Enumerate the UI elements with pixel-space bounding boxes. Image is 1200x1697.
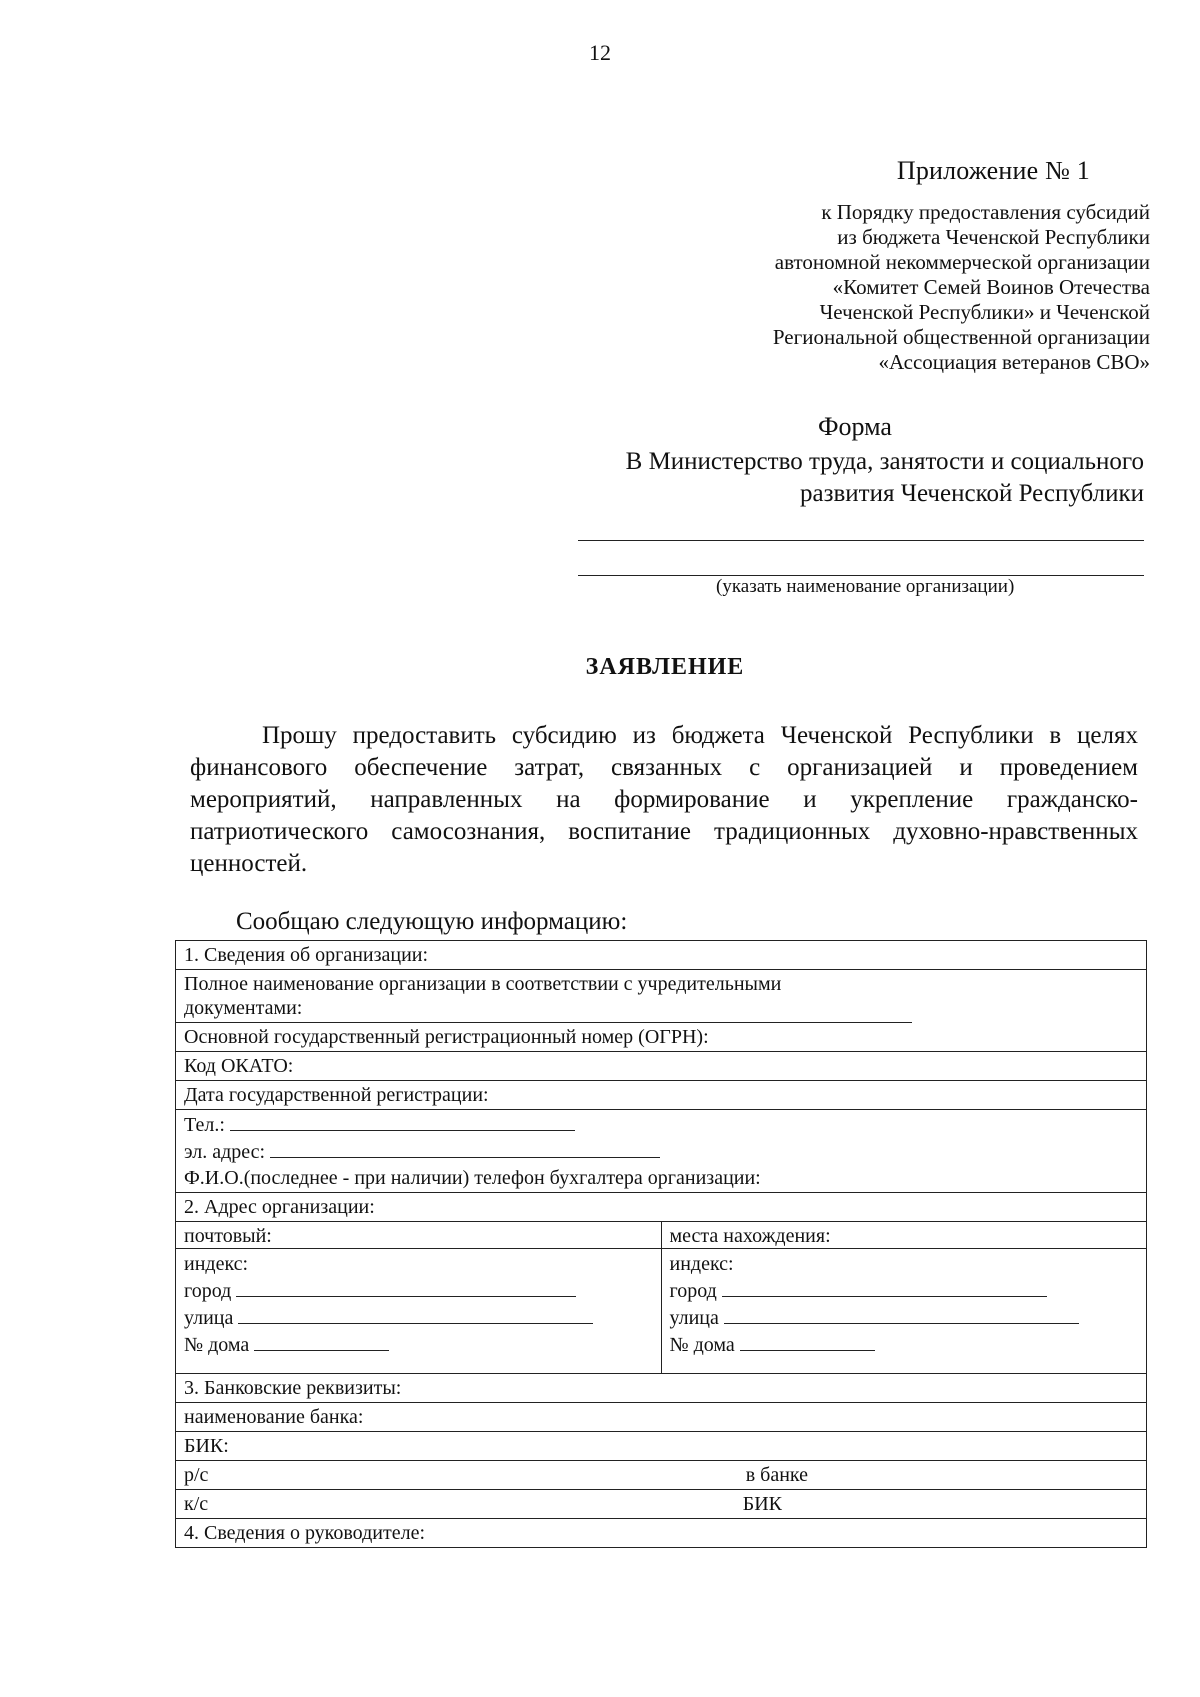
registration-date-field[interactable]: Дата государственной регистрации: [176, 1081, 1146, 1110]
accountant-field[interactable]: Ф.И.О.(последнее - при наличии) телефон бухгалтера организации: [176, 1164, 1146, 1193]
postal-city-blank[interactable] [236, 1278, 576, 1297]
settlement-account-row[interactable] [176, 1461, 1146, 1490]
recipient-line: В Министерство труда, занятости и социального [625, 448, 1144, 475]
document-title: ЗАЯВЛЕНИЕ [585, 654, 745, 680]
email-row[interactable] [176, 1137, 1146, 1164]
location-house-label: № дома [669, 1334, 735, 1356]
appendix-line: «Комитет Семей Воинов Отечества [832, 275, 1150, 299]
settlement-account-label: р/с [184, 1464, 209, 1486]
postal-address [176, 1222, 662, 1373]
postal-street-row[interactable] [184, 1305, 653, 1332]
postal-street-label: улица [184, 1307, 234, 1329]
appendix-line: из бюджета Чеченской Республики [837, 225, 1150, 249]
postal-city-row[interactable] [184, 1278, 653, 1305]
section1-heading: 1. Сведения об организации: [176, 941, 1146, 970]
postal-city-label: город [184, 1280, 232, 1302]
location-address-heading: места нахождения: [662, 1224, 1147, 1249]
section3-heading: 3. Банковские реквизиты: [176, 1374, 1146, 1403]
bik-2-label: БИК [742, 1493, 782, 1515]
appendix-line: Региональной общественной организации [772, 325, 1150, 349]
correspondent-account-row[interactable] [176, 1490, 1146, 1519]
postal-house-label: № дома [184, 1334, 250, 1356]
appendix-subtitle [773, 200, 1150, 375]
org-name-hint: (указать наименование организации) [716, 576, 1015, 597]
location-house-blank[interactable] [740, 1332, 875, 1351]
appendix-line: автономной некоммерческой организации [774, 250, 1150, 274]
recipient-line: развития Чеченской Республики [800, 480, 1144, 507]
postal-street-blank[interactable] [238, 1305, 593, 1324]
appendix-line: Чеченской Республики» и Чеченской [819, 300, 1150, 324]
location-street-row[interactable] [670, 1305, 1139, 1332]
application-form-table [175, 940, 1147, 1548]
correspondent-account-label: к/с [184, 1493, 209, 1515]
bik-field[interactable]: БИК: [176, 1432, 1146, 1461]
bank-name-field[interactable]: наименование банка: [176, 1403, 1146, 1432]
info-intro: Сообщаю следующую информацию: [236, 908, 628, 935]
appendix-line: к Порядку предоставления субсидий [821, 200, 1150, 224]
request-paragraph: Прошу предоставить субсидию из бюджета Чеченской Республики в целях финансового обеспечение затрат, связанных с организацией и проведением мероприятий, направленных на формирование и укрепление гражданско-патриотического самосознания, воспитание традиционных духовно-нравственных ценностей. [190, 722, 1138, 877]
location-city-label: город [669, 1280, 717, 1302]
postal-index-label[interactable]: индекс: [184, 1253, 249, 1275]
phone-label: Тел.: [184, 1114, 225, 1136]
location-city-blank[interactable] [722, 1278, 1047, 1297]
in-bank-label: в банке [745, 1464, 808, 1486]
appendix-title: Приложение № 1 [896, 156, 1090, 185]
location-street-blank[interactable] [724, 1305, 1079, 1324]
location-address [662, 1222, 1147, 1373]
postal-address-heading: почтовый: [176, 1224, 661, 1249]
address-columns [176, 1222, 1146, 1374]
page-number: 12 [589, 40, 611, 65]
location-house-row[interactable] [670, 1332, 1139, 1359]
location-city-row[interactable] [670, 1278, 1139, 1305]
full-name-field[interactable]: Полное наименование организации в соответствии с учредительными документами: [176, 970, 912, 1023]
phone-row[interactable] [176, 1110, 1146, 1137]
location-index-label[interactable]: индекс: [669, 1253, 734, 1275]
section4-heading: 4. Сведения о руководителе: [184, 1522, 426, 1544]
location-street-label: улица [669, 1307, 719, 1329]
postal-house-row[interactable] [184, 1332, 653, 1359]
email-label: эл. адрес: [184, 1141, 266, 1163]
phone-blank[interactable] [230, 1112, 575, 1131]
recipient-block [626, 446, 1144, 510]
email-blank[interactable] [270, 1139, 660, 1158]
org-name-blank-1[interactable] [578, 540, 1144, 541]
ogrn-field[interactable]: Основной государственный регистрационный номер (ОГРН): [176, 1023, 1146, 1052]
appendix-line: «Ассоциация ветеранов СВО» [878, 350, 1150, 374]
form-label: Форма [818, 412, 892, 441]
postal-house-blank[interactable] [254, 1332, 389, 1351]
section2-heading: 2. Адрес организации: [176, 1193, 1146, 1222]
okato-field[interactable]: Код ОКАТО: [176, 1052, 1146, 1081]
